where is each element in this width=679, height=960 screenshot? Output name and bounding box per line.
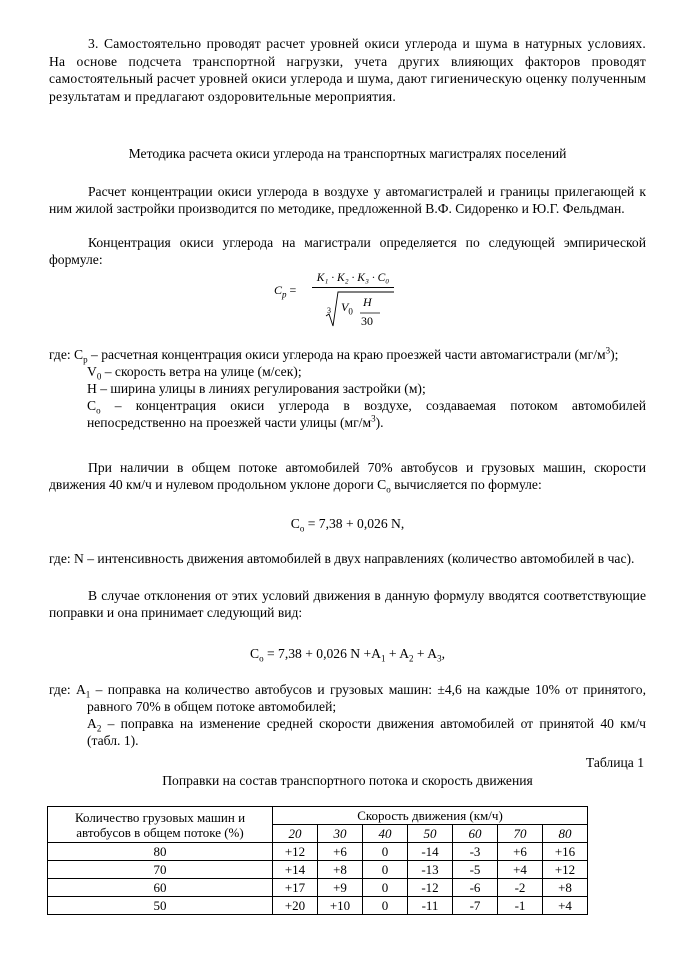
value-cell: -12	[408, 879, 453, 897]
value-cell: +4	[543, 897, 588, 915]
value-cell: 0	[363, 843, 408, 861]
root-sign-icon	[324, 288, 396, 330]
speed-header-30: 30	[318, 825, 363, 843]
denominator-v: $V_0$	[341, 300, 353, 317]
value-cell: +8	[318, 861, 363, 879]
speed-header-50: 50	[408, 825, 453, 843]
formula-lhs: $C_p$ =	[274, 283, 297, 300]
share-cell: 50	[48, 897, 273, 915]
value-cell: +12	[273, 843, 318, 861]
value-cell: +14	[273, 861, 318, 879]
table-row	[48, 861, 588, 879]
definition-n: где: N – интенсивность движения автомобилей в двух направлениях (количество автомобилей в час).	[49, 551, 635, 566]
definition-a1: где: $A_1$ – поправка на количество автобусов и грузовых машин: ±4,6 на каждые 10% от принятого, равного 70% в общем потоке автомобилей;	[49, 682, 646, 714]
definition-co: $C_о$ – концентрация окиси углерода в воздухе, создаваемая потоком автомобилей непосредственно на проезжей части улицы $(мг/м^3)$.	[87, 398, 646, 430]
definition-cp: где: $C_р$ – расчетная концентрация окиси углерода на краю проезжей части автомагистрали $(мг/м^3)$;	[49, 345, 619, 365]
value-cell: +16	[543, 843, 588, 861]
value-cell: +12	[543, 861, 588, 879]
table-body	[48, 843, 588, 915]
definition-a2: $A_2$ – поправка на изменение средней скорости движения автомобилей от принятой 40 км/ч (табл. 1).	[87, 716, 646, 748]
value-cell: -11	[408, 897, 453, 915]
table-row	[48, 843, 588, 861]
root-index: 3	[327, 306, 331, 315]
conditions-paragraph: При наличии в общем потоке автомобилей 70% автобусов и грузовых машин, скорости движения 40 км/ч и нулевом продольном уклоне дороги $C_о$ вычисляется по формуле:	[49, 460, 646, 495]
share-cell: 60	[48, 879, 273, 897]
deviation-paragraph: В случае отклонения от этих условий движения в данную формулу вводятся соответствующие поправки и она принимает следующий вид:	[49, 588, 646, 620]
table-row	[48, 879, 588, 897]
speed-header-cell: Скорость движения (км/ч)	[273, 807, 588, 825]
method-paragraph: Расчет концентрации окиси углерода в воздухе у автомагистралей и границы прилегающей к ним жилой застройки производится по методике, предложенной В.Ф. Сидоренко и Ю.Г. Фельдман.	[49, 184, 646, 216]
speed-header-40: 40	[363, 825, 408, 843]
table-label: Таблица 1	[585, 755, 644, 770]
value-cell: +4	[498, 861, 543, 879]
value-cell: -2	[498, 879, 543, 897]
value-cell: -5	[453, 861, 498, 879]
formula-denominator	[324, 288, 396, 330]
share-cell: 70	[48, 861, 273, 879]
formula-co-1: $C_о = 7,38 + 0,026$ N,	[290, 516, 405, 534]
value-cell: -3	[453, 843, 498, 861]
table-title: Поправки на состав транспортного потока и скорость движения	[162, 773, 533, 788]
table-header-row	[48, 807, 588, 825]
corrections-table	[47, 806, 588, 915]
value-cell: -14	[408, 843, 453, 861]
row-header-cell: Количество грузовых машин и автобусов в общем потоке (%)	[48, 807, 273, 843]
value-cell: +8	[543, 879, 588, 897]
value-cell: -7	[453, 897, 498, 915]
formula-numerator: K₁ · K₂ · K₃ · C₀	[316, 272, 390, 284]
speed-header-80: 80	[543, 825, 588, 843]
definition-h: H – ширина улицы в линиях регулирования застройки (м);	[87, 381, 426, 396]
value-cell: +20	[273, 897, 318, 915]
value-cell: +10	[318, 897, 363, 915]
speed-header-70: 70	[498, 825, 543, 843]
speed-header-60: 60	[453, 825, 498, 843]
value-cell: +9	[318, 879, 363, 897]
value-cell: -1	[498, 897, 543, 915]
intro-paragraph: 3. Самостоятельно проводят расчет уровней окиси углерода и шума в натурных условиях. На основе подсчета транспортной нагрузки, учета других влияющих факторов проводят самостоятельный расчет уровней окиси углерода и шума, дают гигиеническую оценку полученным результатам и предлагают оздоровительные мероприятия.	[49, 36, 646, 104]
value-cell: 0	[363, 897, 408, 915]
share-cell: 80	[48, 843, 273, 861]
speed-header-20: 20	[273, 825, 318, 843]
section-title: Методика расчета окиси углерода на транспортных магистралях поселений	[128, 146, 567, 161]
denominator-h: H	[363, 295, 372, 309]
formula-intro-paragraph: Концентрация окиси углерода на магистрали определяется по следующей эмпирической формуле:	[49, 235, 646, 267]
definitions-list-1	[49, 346, 646, 431]
definitions-list-2	[49, 681, 646, 749]
value-cell: -6	[453, 879, 498, 897]
value-cell: -13	[408, 861, 453, 879]
value-cell: +17	[273, 879, 318, 897]
formula-co-2: $C_о = 7,38 + 0,026$ $N +A_1 + A_2 + A_3$,	[250, 646, 445, 664]
value-cell: 0	[363, 879, 408, 897]
main-formula	[250, 270, 450, 332]
definition-v0: $V_0$ – скорость ветра на улице (м/сек);	[87, 364, 302, 382]
table-row	[48, 897, 588, 915]
denominator-30: 30	[361, 314, 373, 328]
value-cell: +6	[318, 843, 363, 861]
value-cell: 0	[363, 861, 408, 879]
value-cell: +6	[498, 843, 543, 861]
